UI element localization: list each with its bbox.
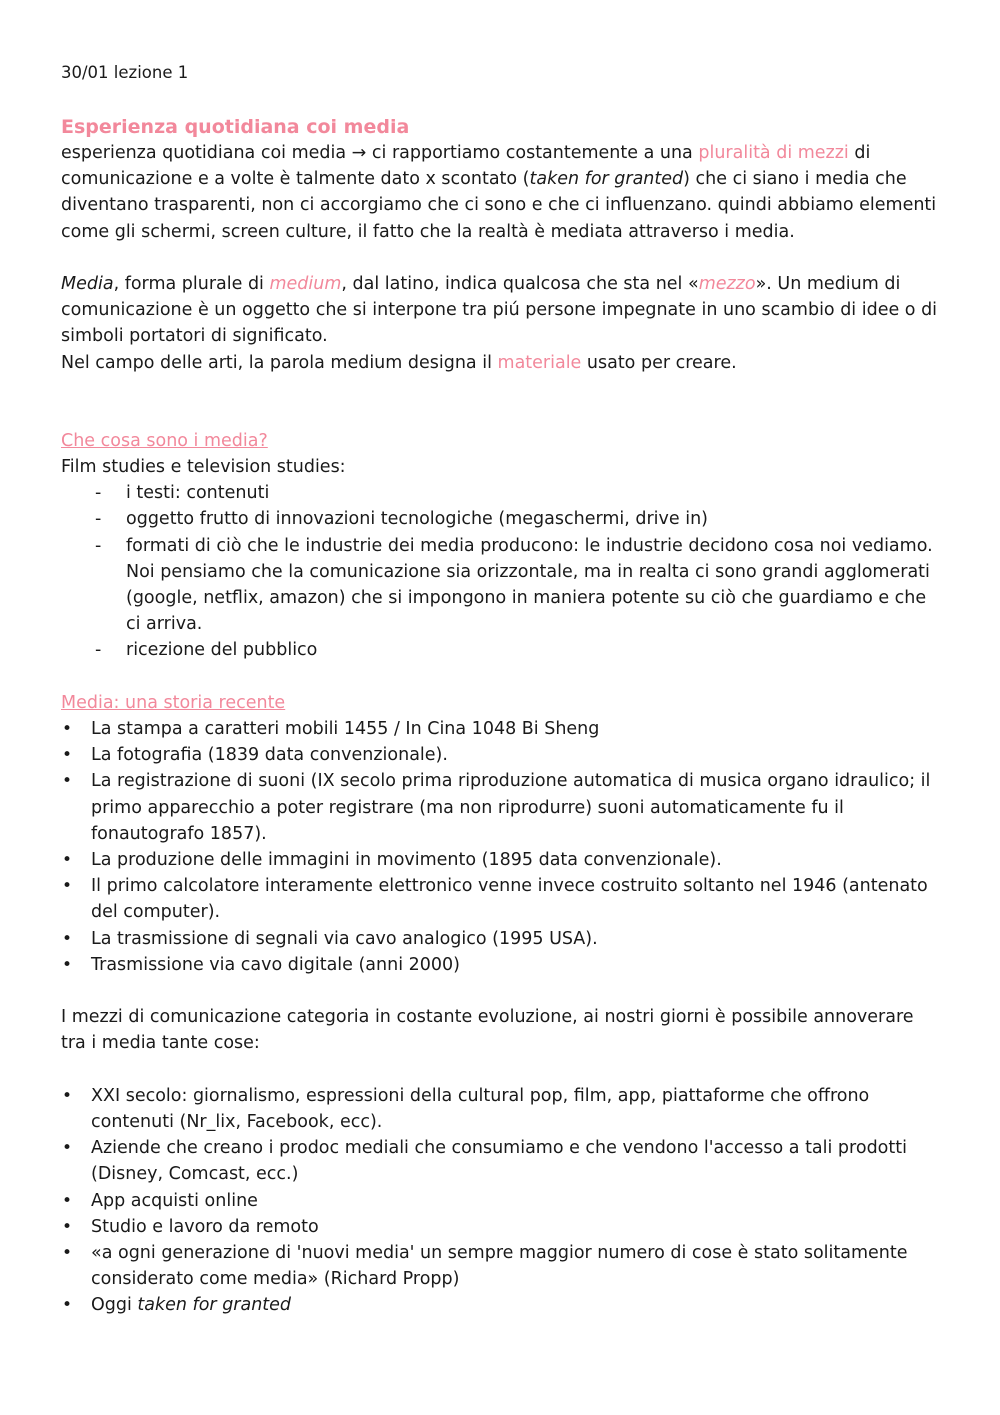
list-item: • XXI secolo: giornalismo, espressioni della cultural pop, film, app, piattaforme che offrono contenuti (Nr_lix, Facebook, ecc).	[61, 1083, 941, 1135]
section-heading-history: Media: una storia recente	[61, 692, 286, 713]
history-list	[61, 716, 941, 978]
document-page	[61, 60, 941, 1319]
list-item: • Trasmissione via cavo digitale (anni 2000)	[61, 952, 941, 978]
page-title: Esperienza quotidiana coi media	[61, 116, 410, 138]
definition-text-3: ». Un medium di comunicazione è un oggetto che si interpone tra piú persone impegnate in uno scambio di idee o di simboli portatori di significato.	[61, 274, 938, 347]
definition-highlight-mezzo: mezzo	[698, 274, 756, 294]
list-item: • App acquisti online	[61, 1188, 941, 1214]
arts-highlight: materiale	[497, 352, 582, 373]
date-line: 30/01 lezione 1	[61, 63, 189, 82]
intro-text-3: ) che ci siano i media che diventano trasparenti, non ci accorgiamo che ci sono e che ci influenzano. quindi abbiamo elementi come gli schermi, screen culture, il fatto che la realtà è mediata attraverso i media.	[61, 169, 937, 242]
list-item: • Studio e lavoro da remoto	[61, 1214, 941, 1240]
definition-highlight-medium: medium	[269, 274, 342, 294]
definition-italic-media: Media	[61, 274, 114, 294]
list-item: • «a ogni generazione di 'nuovi media' un sempre maggior numero di cose è stato solitamente considerato come media» (Richard Propp)	[61, 1240, 941, 1292]
arts-text-2: usato per creare.	[581, 352, 737, 373]
definition-text-2: , dal latino, indica qualcosa che sta nel «	[341, 274, 699, 294]
list-item: • La stampa a caratteri mobili 1455 / In Cina 1048 Bi Sheng	[61, 716, 941, 742]
list-item-last	[61, 1292, 941, 1318]
intro-highlight: pluralità di mezzi	[698, 143, 849, 163]
section-what-intro: Film studies e television studies:	[61, 457, 346, 478]
list-item: • La registrazione di suoni (IX secolo prima riproduzione automatica di musica organo idraulico; il primo apparecchio a poter registrare (ma non riprodurre) suoni automaticamente fu il fonautografo 1857).	[61, 768, 941, 847]
list-item: • Aziende che creano i prodoc mediali che consumiamo e che vendono l'accesso a tali prodotti (Disney, Comcast, ecc.)	[61, 1135, 941, 1187]
intro-paragraph	[61, 140, 941, 245]
list-item: - ricezione del pubblico	[61, 637, 941, 663]
list-item: • Il primo calcolatore interamente elettronico venne invece costruito soltanto nel 1946 (antenato del computer).	[61, 873, 941, 925]
section-heading-what: Che cosa sono i media?	[61, 430, 268, 451]
list-item: - i testi: contenuti	[61, 480, 941, 506]
list-item: - formati di ciò che le industrie dei media producono: le industrie decidono cosa noi vediamo. Noi pensiamo che la comunicazione sia orizzontale, ma in realta ci sono grandi agglomerati (google, netflix, amazon) che si impongono in maniera potente su ciò che guardiamo e che ci arriva.	[61, 533, 941, 638]
last-item-italic: taken for granted	[137, 1295, 292, 1316]
definition-text-1: , forma plurale di	[113, 274, 270, 294]
definition-paragraph	[61, 271, 941, 350]
today-list	[61, 1083, 941, 1319]
intro-text-1: esperienza quotidiana coi media → ci rapportiamo costantemente a una	[61, 143, 699, 163]
intro-italic: taken for granted	[529, 169, 684, 190]
arts-text-1: Nel campo delle arti, la parola medium designa il	[61, 352, 498, 373]
intro-text-2: di comunicazione e a volte è talmente dato x scontato (	[61, 143, 871, 190]
arts-paragraph	[61, 350, 941, 376]
list-item: • La fotografia (1839 data convenzionale).	[61, 742, 941, 768]
list-item: - oggetto frutto di innovazioni tecnologiche (megaschermi, drive in)	[61, 506, 941, 532]
list-item: • La trasmissione di segnali via cavo analogico (1995 USA).	[61, 926, 941, 952]
list-item: • La produzione delle immagini in movimento (1895 data convenzionale).	[61, 847, 941, 873]
what-list	[61, 480, 941, 663]
evolution-paragraph: I mezzi di comunicazione categoria in costante evoluzione, ai nostri giorni è possibile annoverare tra i media tante cose:	[61, 1007, 914, 1054]
last-item-prefix: Oggi	[91, 1295, 138, 1316]
